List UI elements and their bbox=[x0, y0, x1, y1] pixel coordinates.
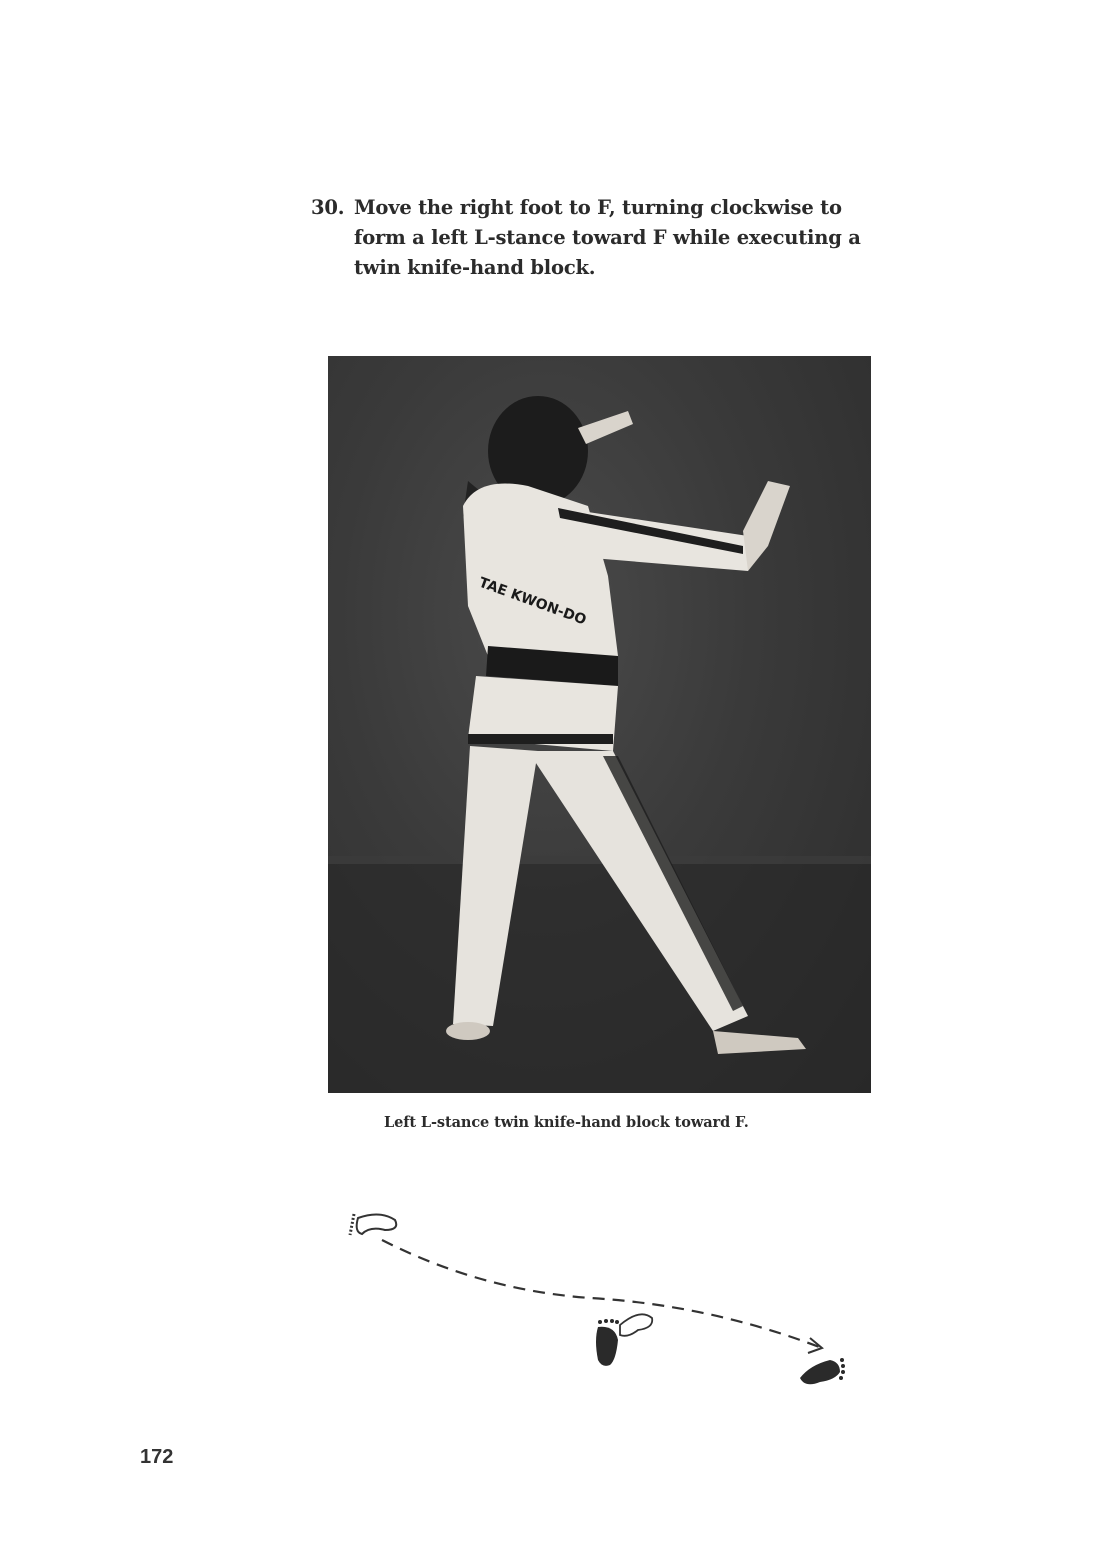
left-foot-filled-icon bbox=[596, 1319, 619, 1366]
step-text: Move the right foot to F, turning clockwise to form a left L-stance toward F while executing a twin knife-hand block. bbox=[354, 196, 861, 279]
step-number: 30. bbox=[311, 196, 345, 219]
right-foot-outline-icon bbox=[620, 1314, 652, 1336]
page-number: 172 bbox=[140, 1446, 174, 1468]
photo-caption: Left L-stance twin knife-hand block toward F. bbox=[384, 1114, 749, 1131]
instruction-step bbox=[311, 193, 891, 283]
technique-photo bbox=[328, 356, 871, 1093]
martial-artist-figure bbox=[328, 356, 871, 1093]
footwork-diagram bbox=[340, 1200, 860, 1400]
svg-text:TAE KWON-DO: TAE KWON-DO bbox=[476, 574, 589, 629]
end-footprint-filled-icon bbox=[800, 1358, 845, 1384]
start-footprint-outline-icon bbox=[350, 1214, 396, 1235]
